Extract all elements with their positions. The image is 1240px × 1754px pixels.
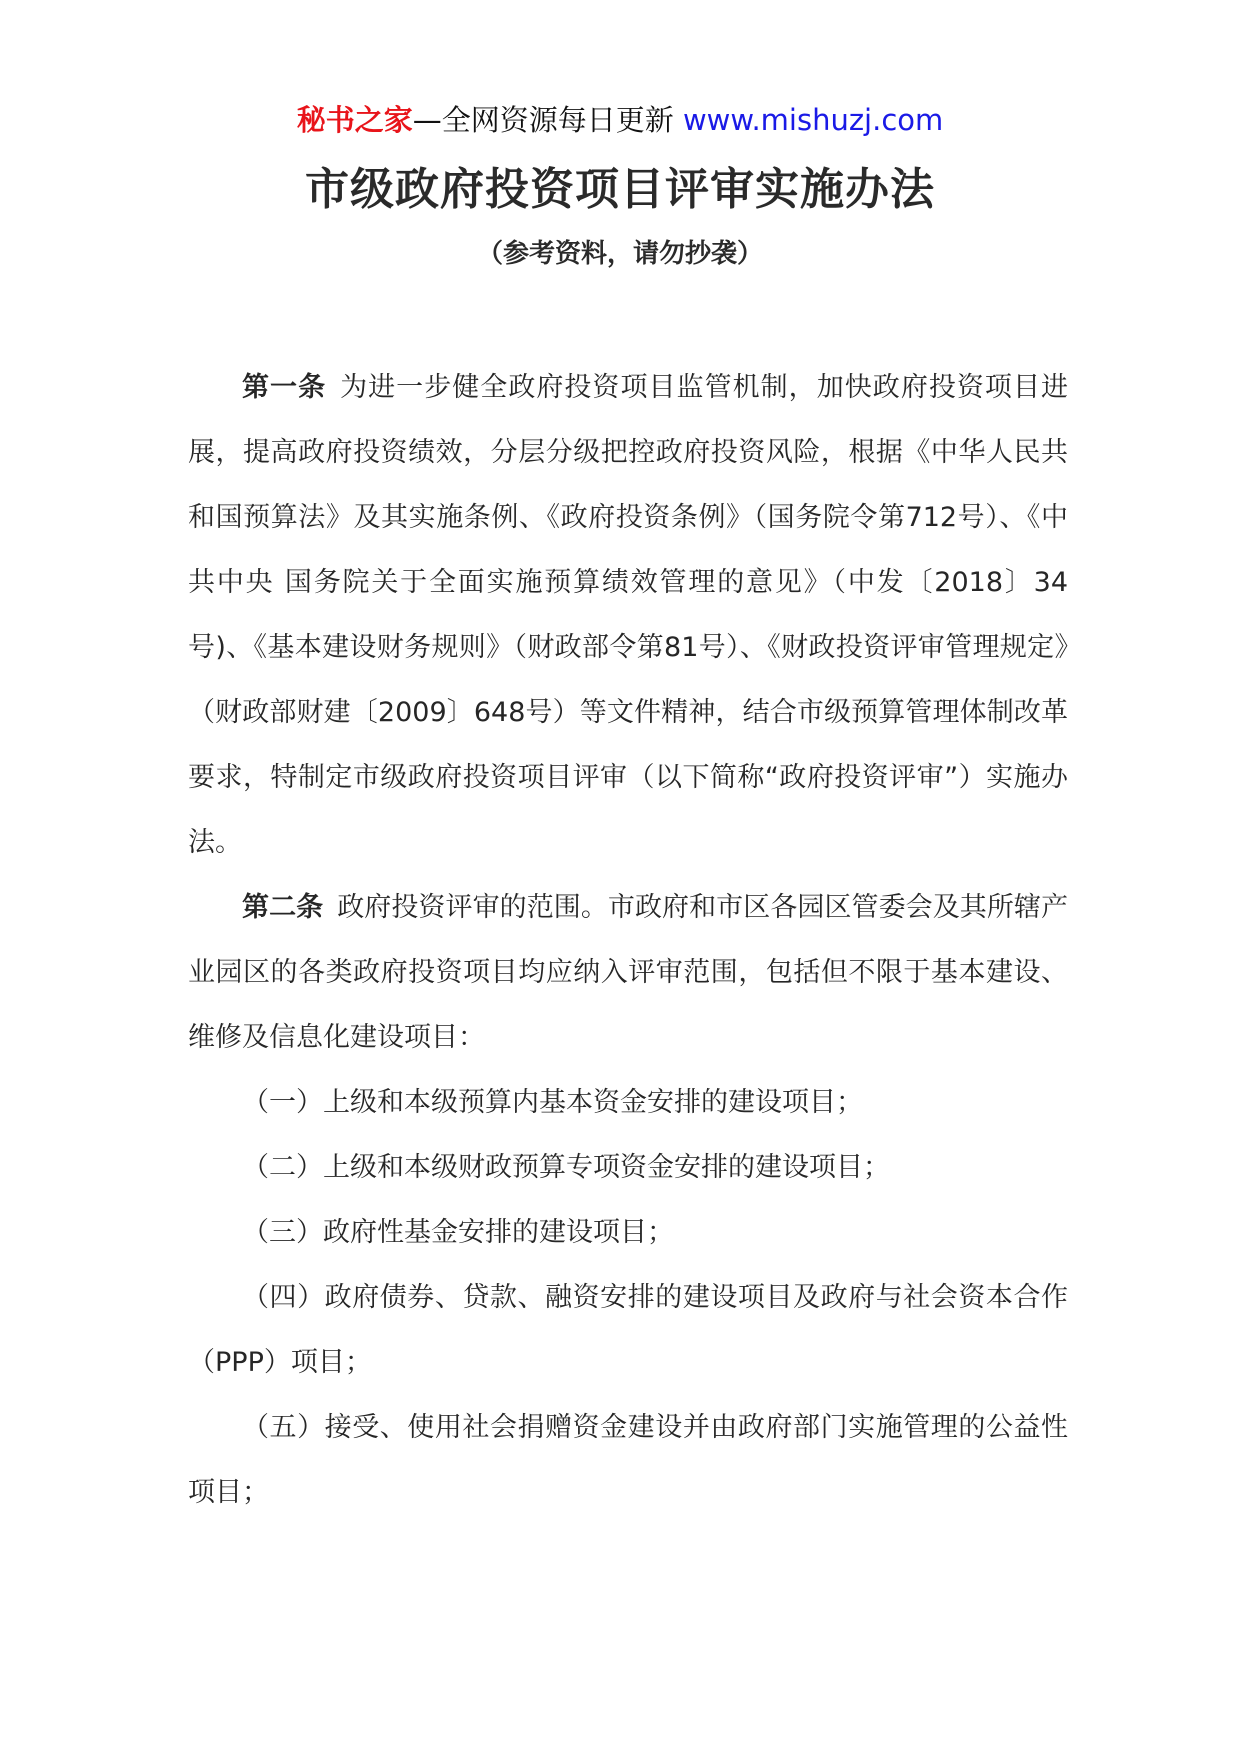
list-item: （一）上级和本级预算内基本资金安排的建设项目；: [242, 1087, 863, 1118]
article-1-text: 为进一步健全政府投资项目监管机制，加快政府投资项目进展，提高政府投资绩效，分层分级把控政府投资风险，根据《中华人民共和国预算法》及其实施条例、《政府投资条例》（国务院令第712号）、《中共中央 国务院关于全面实施预算绩效管理的意见》（中发〔2018〕34号)、《基本建设财务规则》（财政部令第81号）、《财政投资评审管理规定》（财政部财建〔2009〕648号）等文件精神，结合市级预算管理体制改革要求，特制定市级政府投资项目评审（以下简称“政府投资评审”）实施办法。: [188, 372, 1069, 858]
list-item: （三）政府性基金安排的建设项目；: [242, 1217, 674, 1248]
list-item: （二）上级和本级财政预算专项资金安排的建设项目；: [242, 1152, 890, 1183]
list-item: （五）接受、使用社会捐赠资金建设并由政府部门实施管理的公益性项目；: [188, 1412, 1068, 1508]
list-item: （四）政府债券、贷款、融资安排的建设项目及政府与社会资本合作（PPP）项目；: [188, 1282, 1068, 1378]
banner-brand: 秘书之家: [296, 103, 413, 137]
article-1-label: 第一条: [242, 372, 327, 403]
site-banner: [0, 100, 1240, 140]
article-2-text: 政府投资评审的范围。市政府和市区各园区管委会及其所辖产业园区的各类政府投资项目均应纳入评审范围，包括但不限于基本建设、维修及信息化建设项目：: [188, 892, 1069, 1053]
article-2-label: 第二条: [242, 892, 324, 923]
banner-tagline: —全网资源每日更新: [412, 103, 674, 137]
article-1: [188, 355, 1068, 875]
document-body: [188, 355, 1068, 1525]
banner-url[interactable]: www.mishuzj.com: [682, 103, 944, 137]
page-subtitle: （参考资料，请勿抄袭）: [476, 239, 763, 269]
article-2: [188, 875, 1068, 1070]
page-title: 市级政府投资项目评审实施办法: [305, 164, 935, 215]
